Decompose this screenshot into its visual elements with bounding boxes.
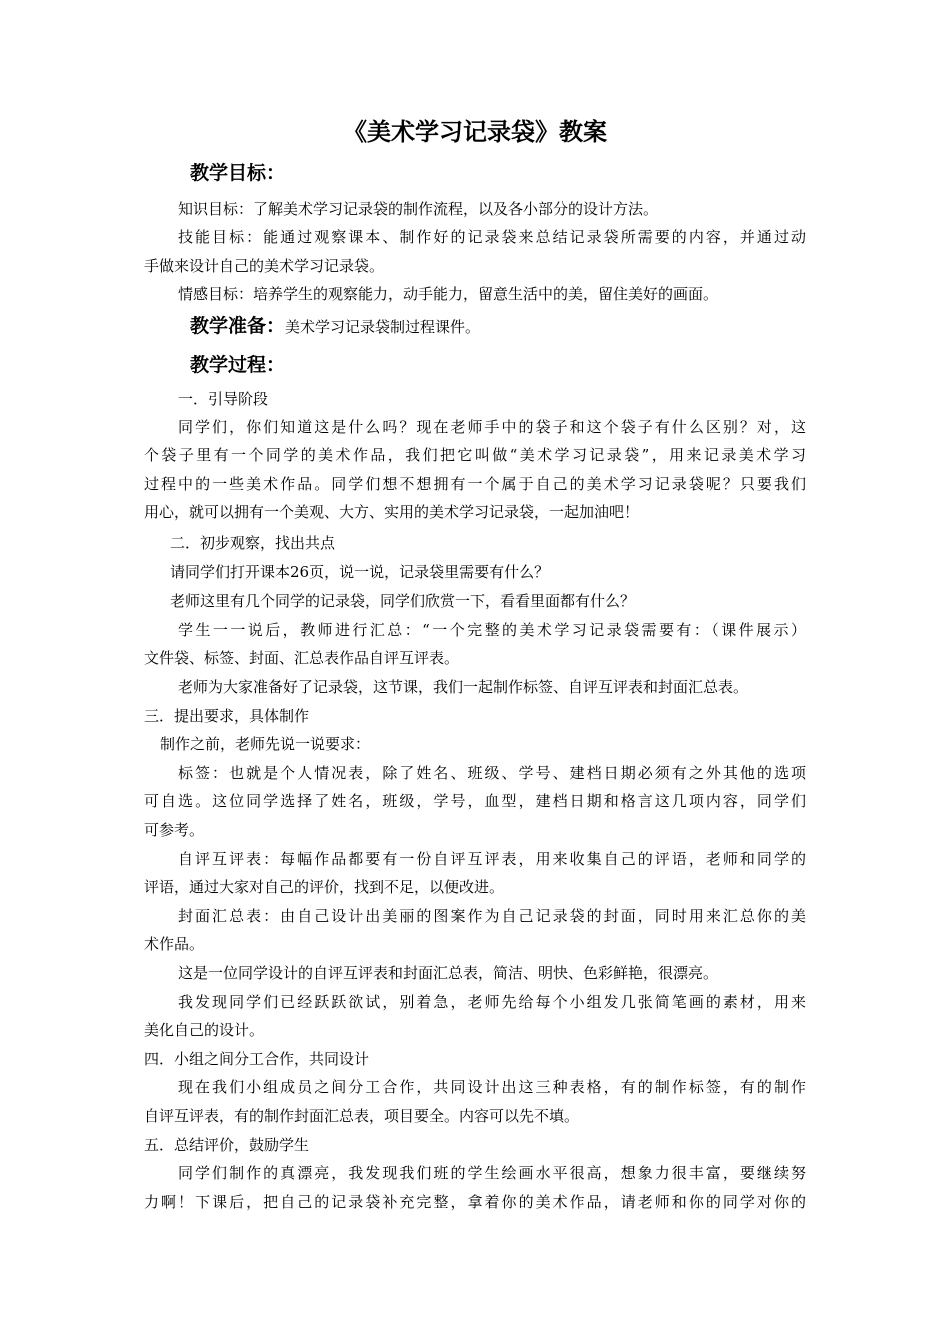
- section2-para3-line2: 文件袋、标签、封面、汇总表作品自评互评表。: [144, 649, 460, 667]
- section3-para4-line2: 术作品。: [144, 935, 205, 953]
- section3-title: 三．提出要求，具体制作: [144, 707, 310, 725]
- objective-skill-line1: 技能目标：能通过观察课本、制作好的记录袋来总结记录袋所需要的内容，并通过动: [178, 228, 806, 246]
- section2-title: 二．初步观察，找出共点: [170, 534, 336, 552]
- section3-para3-line1: 自评互评表：每幅作品都要有一份自评互评表，用来收集自己的评语，老师和同学的: [178, 850, 806, 868]
- section5-para-line2: 力啊！下课后，把自己的记录袋补充完整，拿着你的美术作品，请老师和你的同学对你的: [144, 1193, 806, 1211]
- objectives-heading: 教学目标：: [190, 162, 286, 184]
- objective-emotion: 情感目标：培养学生的观察能力，动手能力，留意生活中的美，留住美好的画面。: [178, 285, 719, 303]
- section3-para5: 这是一位同学设计的自评互评表和封面汇总表，简洁、明快、色彩鲜艳，很漂亮。: [178, 964, 719, 982]
- section2-para2: 老师这里有几个同学的记录袋，同学们欣赏一下，看看里面都有什么？: [170, 592, 636, 610]
- section1-para-line1: 同学们，你们知道这是什么吗？现在老师手中的袋子和这个袋子有什么区别？对，这: [178, 418, 806, 436]
- preparation-text: 美术学习记录袋制过程课件。: [285, 318, 481, 336]
- section4-title: 四．小组之间分工合作，共同设计: [144, 1050, 370, 1068]
- section3-para4-line1: 封面汇总表：由自己设计出美丽的图案作为自己记录袋的封面，同时用来汇总你的美: [178, 907, 806, 925]
- section2-para4: 老师为大家准备好了记录袋，这节课，我们一起制作标签、自评互评表和封面汇总表。: [178, 678, 749, 696]
- section3-para2-line1: 标签：也就是个人情况表，除了姓名、班级、学号、建档日期必须有之外其他的选项: [178, 764, 806, 782]
- section3-para2-line3: 可参考。: [144, 821, 205, 839]
- section2-para3-line1: 学生一一说后，教师进行汇总：“一个完整的美术学习记录袋需要有：（课件展示）: [178, 621, 806, 639]
- section5-para-line1: 同学们制作的真漂亮，我发现我们班的学生绘画水平很高，想象力很丰富，要继续努: [178, 1164, 806, 1182]
- section4-para-line1: 现在我们小组成员之间分工合作，共同设计出这三种表格，有的制作标签，有的制作: [178, 1078, 806, 1096]
- section1-title: 一．引导阶段: [178, 390, 269, 408]
- section3-para1: 制作之前，老师先说一说要求：: [160, 735, 371, 753]
- section2-para1: 请同学们打开课本26页，说一说，记录袋里需要有什么？: [170, 563, 550, 581]
- preparation-heading: 教学准备：: [190, 315, 286, 337]
- objective-skill-line2: 手做来设计自己的美术学习记录袋。: [144, 257, 385, 275]
- section3-para3-line2: 评语，通过大家对自己的评价，找到不足，以便改进。: [144, 878, 505, 896]
- objective-knowledge: 知识目标：了解美术学习记录袋的制作流程，以及各小部分的设计方法。: [178, 200, 659, 218]
- section3-para6-line2: 美化自己的设计。: [144, 1021, 265, 1039]
- section3-para6-line1: 我发现同学们已经跃跃欲试，别着急，老师先给每个小组发几张简笔画的素材，用来: [178, 993, 806, 1011]
- section4-para-line2: 自评互评表，有的制作封面汇总表，项目要全。内容可以先不填。: [144, 1107, 580, 1125]
- section3-para2-line2: 可自选。这位同学选择了姓名，班级，学号，血型，建档日期和格言这几项内容，同学们: [144, 792, 806, 810]
- process-heading: 教学过程：: [190, 354, 286, 376]
- document-title: 《美术学习记录袋》教案: [343, 117, 607, 146]
- section1-para-line4: 用心，就可以拥有一个美观、大方、实用的美术学习记录袋，一起加油吧！: [144, 503, 640, 521]
- section1-para-line2: 个袋子里有一个同学的美术作品，我们把它叫做“美术学习记录袋”，用来记录美术学习: [144, 446, 806, 464]
- section5-title: 五．总结评价，鼓励学生: [144, 1136, 310, 1154]
- preparation-line: [190, 316, 480, 337]
- section1-para-line3: 过程中的一些美术作品。同学们想不想拥有一个属于自己的美术学习记录袋呢？只要我们: [144, 475, 806, 493]
